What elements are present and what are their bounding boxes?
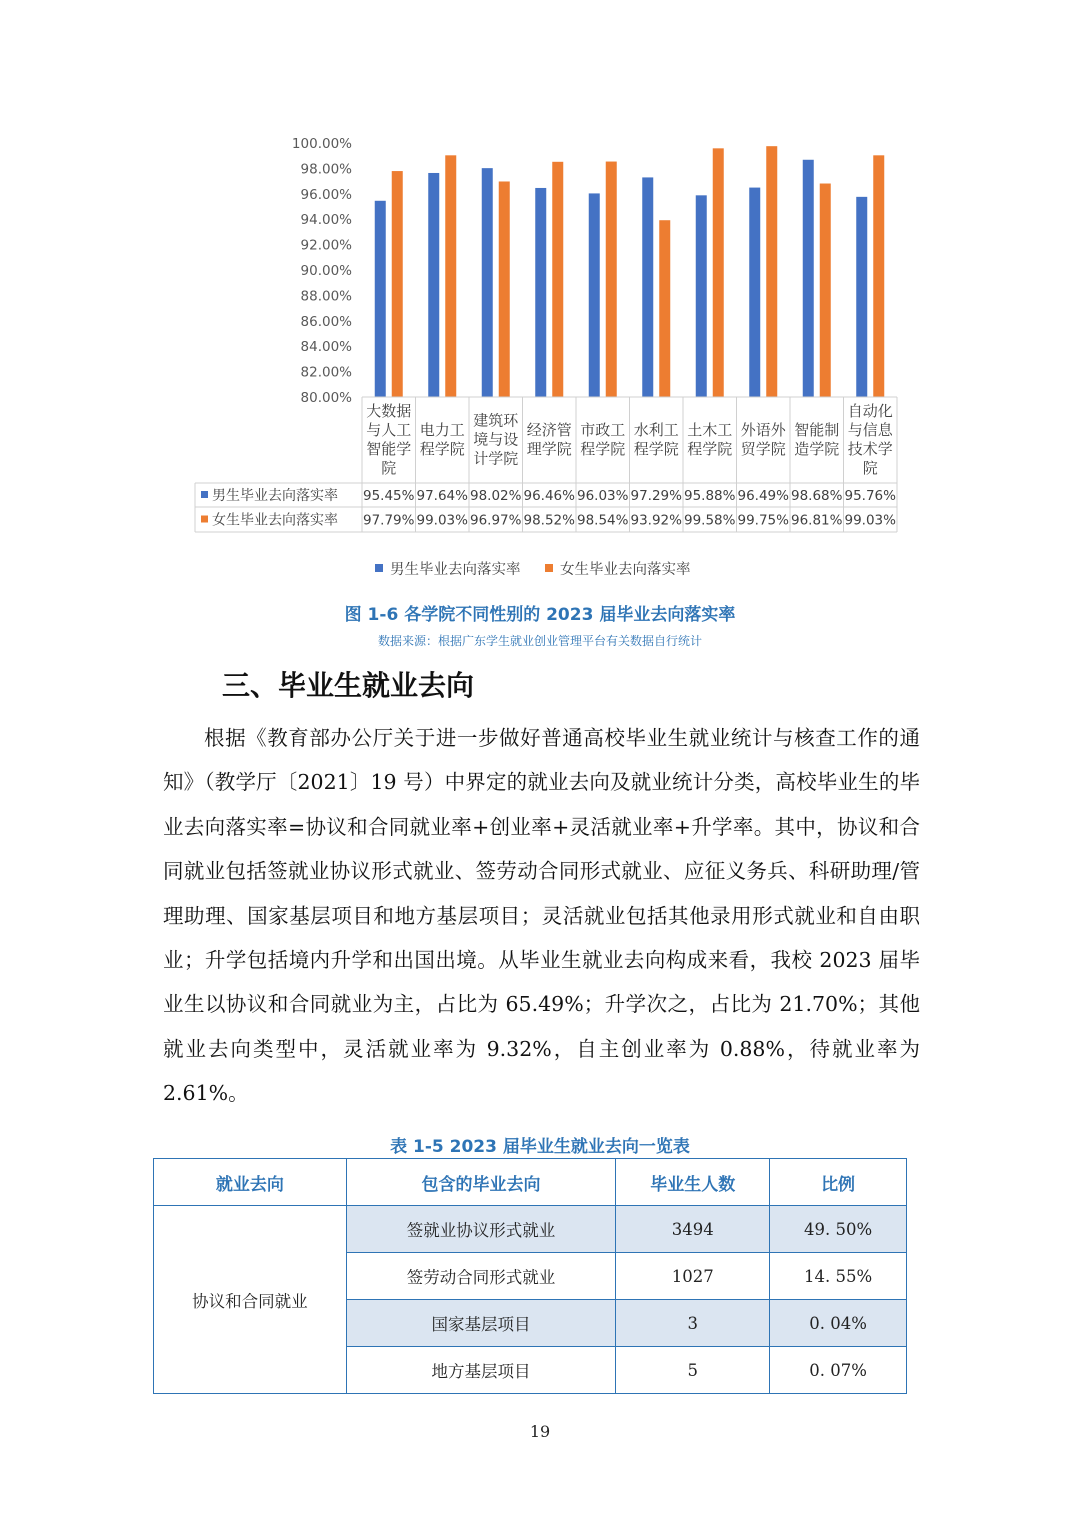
item-cell: 签劳动合同形式就业 — [346, 1253, 616, 1300]
category-label: 水利工 — [633, 421, 679, 439]
category-label: 建筑环 — [473, 411, 519, 430]
count-cell: 5 — [616, 1347, 770, 1394]
count-cell: 3494 — [616, 1206, 770, 1253]
table-row — [154, 1206, 907, 1253]
data-label: 98.54% — [577, 512, 629, 529]
data-label: 97.79% — [363, 512, 415, 529]
bar-chart — [0, 0, 1080, 600]
category-label: 程学院 — [580, 440, 626, 458]
category-label: 大数据 — [366, 402, 412, 420]
bar — [696, 195, 707, 397]
bar — [873, 155, 884, 397]
data-label: 98.02% — [470, 488, 522, 504]
data-label: 95.45% — [363, 488, 415, 504]
data-label: 96.97% — [470, 512, 522, 529]
group-cell: 协议和合同就业 — [154, 1206, 347, 1394]
page-number: 19 — [529, 1422, 551, 1441]
bar — [499, 181, 510, 397]
bar — [803, 160, 814, 397]
y-tick-label: 80.00% — [300, 390, 352, 406]
y-tick-label: 98.00% — [300, 161, 352, 178]
legend-key — [375, 564, 383, 572]
body-paragraph: 根据《教育部办公厅关于进一步做好普通高校毕业生就业统计与核查工作的通知》（教学厅〔2021〕19 号）中界定的就业去向及就业统计分类，高校毕业生的毕业去向落实率=协议和合同就业率+创业率+灵活就业率+升学率。其中，协议和合同就业包括签就业协议形式就业、签劳动合同形式就业、应征义务兵、科研助理/管理助理、国家基层项目和地方基层项目；灵活就业包括其他录用形式就业和自由职业；升学包括境内升学和出国出境。从毕业生就业去向构成来看，我校 2023 届毕业生以协议和合同就业为主，占比为 65.49%；升学次之，占比为 21.70%；其他就业去向类型中，灵活就业率为 9.32%，自主创业率为 0.88%，待就业率为 2.61%。 — [163, 726, 920, 1106]
category-label: 技术学 — [847, 440, 893, 458]
category-label: 市政工 — [580, 421, 626, 439]
legend-key — [201, 491, 208, 498]
y-tick-label: 90.00% — [300, 263, 352, 279]
count-cell: 1027 — [616, 1253, 770, 1300]
data-label: 98.52% — [523, 512, 575, 529]
data-label: 95.88% — [684, 488, 736, 504]
data-label: 98.68% — [791, 488, 843, 504]
bar — [482, 168, 493, 397]
bar — [589, 193, 600, 397]
bar — [428, 173, 439, 397]
bar — [375, 201, 386, 397]
data-label: 99.03% — [416, 512, 468, 529]
category-label: 与信息 — [847, 421, 893, 439]
data-label: 99.58% — [684, 512, 736, 529]
category-label: 经济管 — [526, 421, 572, 439]
employment-destination-table — [153, 1158, 907, 1394]
data-label: 95.76% — [844, 488, 896, 504]
bar — [535, 188, 546, 397]
y-tick-label: 86.00% — [300, 313, 352, 330]
category-label: 程学院 — [687, 440, 733, 458]
category-label: 自动化 — [847, 402, 893, 420]
category-label: 电力工 — [419, 421, 465, 439]
data-label: 97.64% — [416, 488, 468, 504]
category-label: 计学院 — [473, 449, 519, 468]
data-label: 96.49% — [737, 488, 789, 504]
bar — [820, 184, 831, 397]
data-label: 96.03% — [577, 488, 629, 504]
ratio-cell: 0. 07% — [770, 1347, 907, 1394]
data-label: 99.75% — [737, 512, 789, 529]
category-label: 与人工 — [366, 421, 412, 439]
table-header-row — [154, 1159, 907, 1206]
series-name: 男生毕业去向落实率 — [212, 488, 338, 504]
bar — [713, 148, 724, 397]
y-tick-label: 94.00% — [300, 212, 352, 229]
category-label: 土木工 — [687, 421, 733, 439]
header-count: 毕业生人数 — [616, 1159, 770, 1206]
item-cell: 签就业协议形式就业 — [346, 1206, 616, 1253]
category-label: 外语外 — [740, 421, 786, 439]
bar — [856, 197, 867, 397]
header-included: 包含的毕业去向 — [346, 1159, 616, 1206]
y-tick-label: 100.00% — [291, 136, 352, 152]
bar — [766, 146, 777, 397]
y-tick-label: 88.00% — [300, 288, 352, 305]
ratio-cell: 14. 55% — [770, 1253, 907, 1300]
data-label: 97.29% — [630, 488, 682, 504]
bar — [642, 177, 653, 397]
category-label: 智能制 — [794, 421, 840, 439]
category-label: 院 — [381, 459, 397, 477]
y-tick-label: 82.00% — [300, 364, 352, 381]
data-label: 96.46% — [523, 488, 575, 504]
item-cell: 国家基层项目 — [346, 1300, 616, 1347]
category-label: 院 — [862, 459, 878, 477]
category-label: 理学院 — [526, 440, 572, 458]
y-tick-label: 96.00% — [300, 186, 352, 203]
section-heading: 三、毕业生就业去向 — [222, 669, 475, 702]
figure-caption: 图 1-6 各学院不同性别的 2023 届毕业去向落实率 — [344, 605, 736, 625]
header-ratio: 比例 — [770, 1159, 907, 1206]
bar — [392, 171, 403, 397]
item-cell: 地方基层项目 — [346, 1347, 616, 1394]
category-label: 造学院 — [794, 440, 840, 458]
data-label: 96.81% — [791, 512, 843, 529]
figure-source: 数据来源：根据广东学生就业创业管理平台有关数据自行统计 — [377, 634, 702, 648]
data-label: 93.92% — [630, 512, 682, 529]
category-label: 智能学 — [366, 440, 412, 458]
ratio-cell: 49. 50% — [770, 1206, 907, 1253]
table-caption: 表 1-5 2023 届毕业生就业去向一览表 — [390, 1137, 690, 1157]
data-label: 99.03% — [844, 512, 896, 529]
count-cell: 3 — [616, 1300, 770, 1347]
legend-key — [201, 516, 208, 523]
bar — [659, 220, 670, 397]
legend-key — [545, 564, 553, 572]
category-label: 境与设 — [473, 430, 519, 449]
category-label: 程学院 — [419, 440, 465, 458]
category-label: 贸学院 — [740, 440, 786, 458]
y-tick-label: 92.00% — [300, 237, 352, 254]
legend-label: 女生毕业去向落实率 — [560, 562, 691, 578]
category-label: 程学院 — [633, 440, 679, 458]
header-destination: 就业去向 — [154, 1159, 347, 1206]
legend-label: 男生毕业去向落实率 — [390, 562, 521, 578]
series-name: 女生毕业去向落实率 — [212, 512, 338, 529]
ratio-cell: 0. 04% — [770, 1300, 907, 1347]
bar — [749, 188, 760, 397]
y-tick-label: 84.00% — [300, 339, 352, 356]
bar — [445, 155, 456, 397]
bar — [552, 162, 563, 397]
bar — [606, 162, 617, 397]
